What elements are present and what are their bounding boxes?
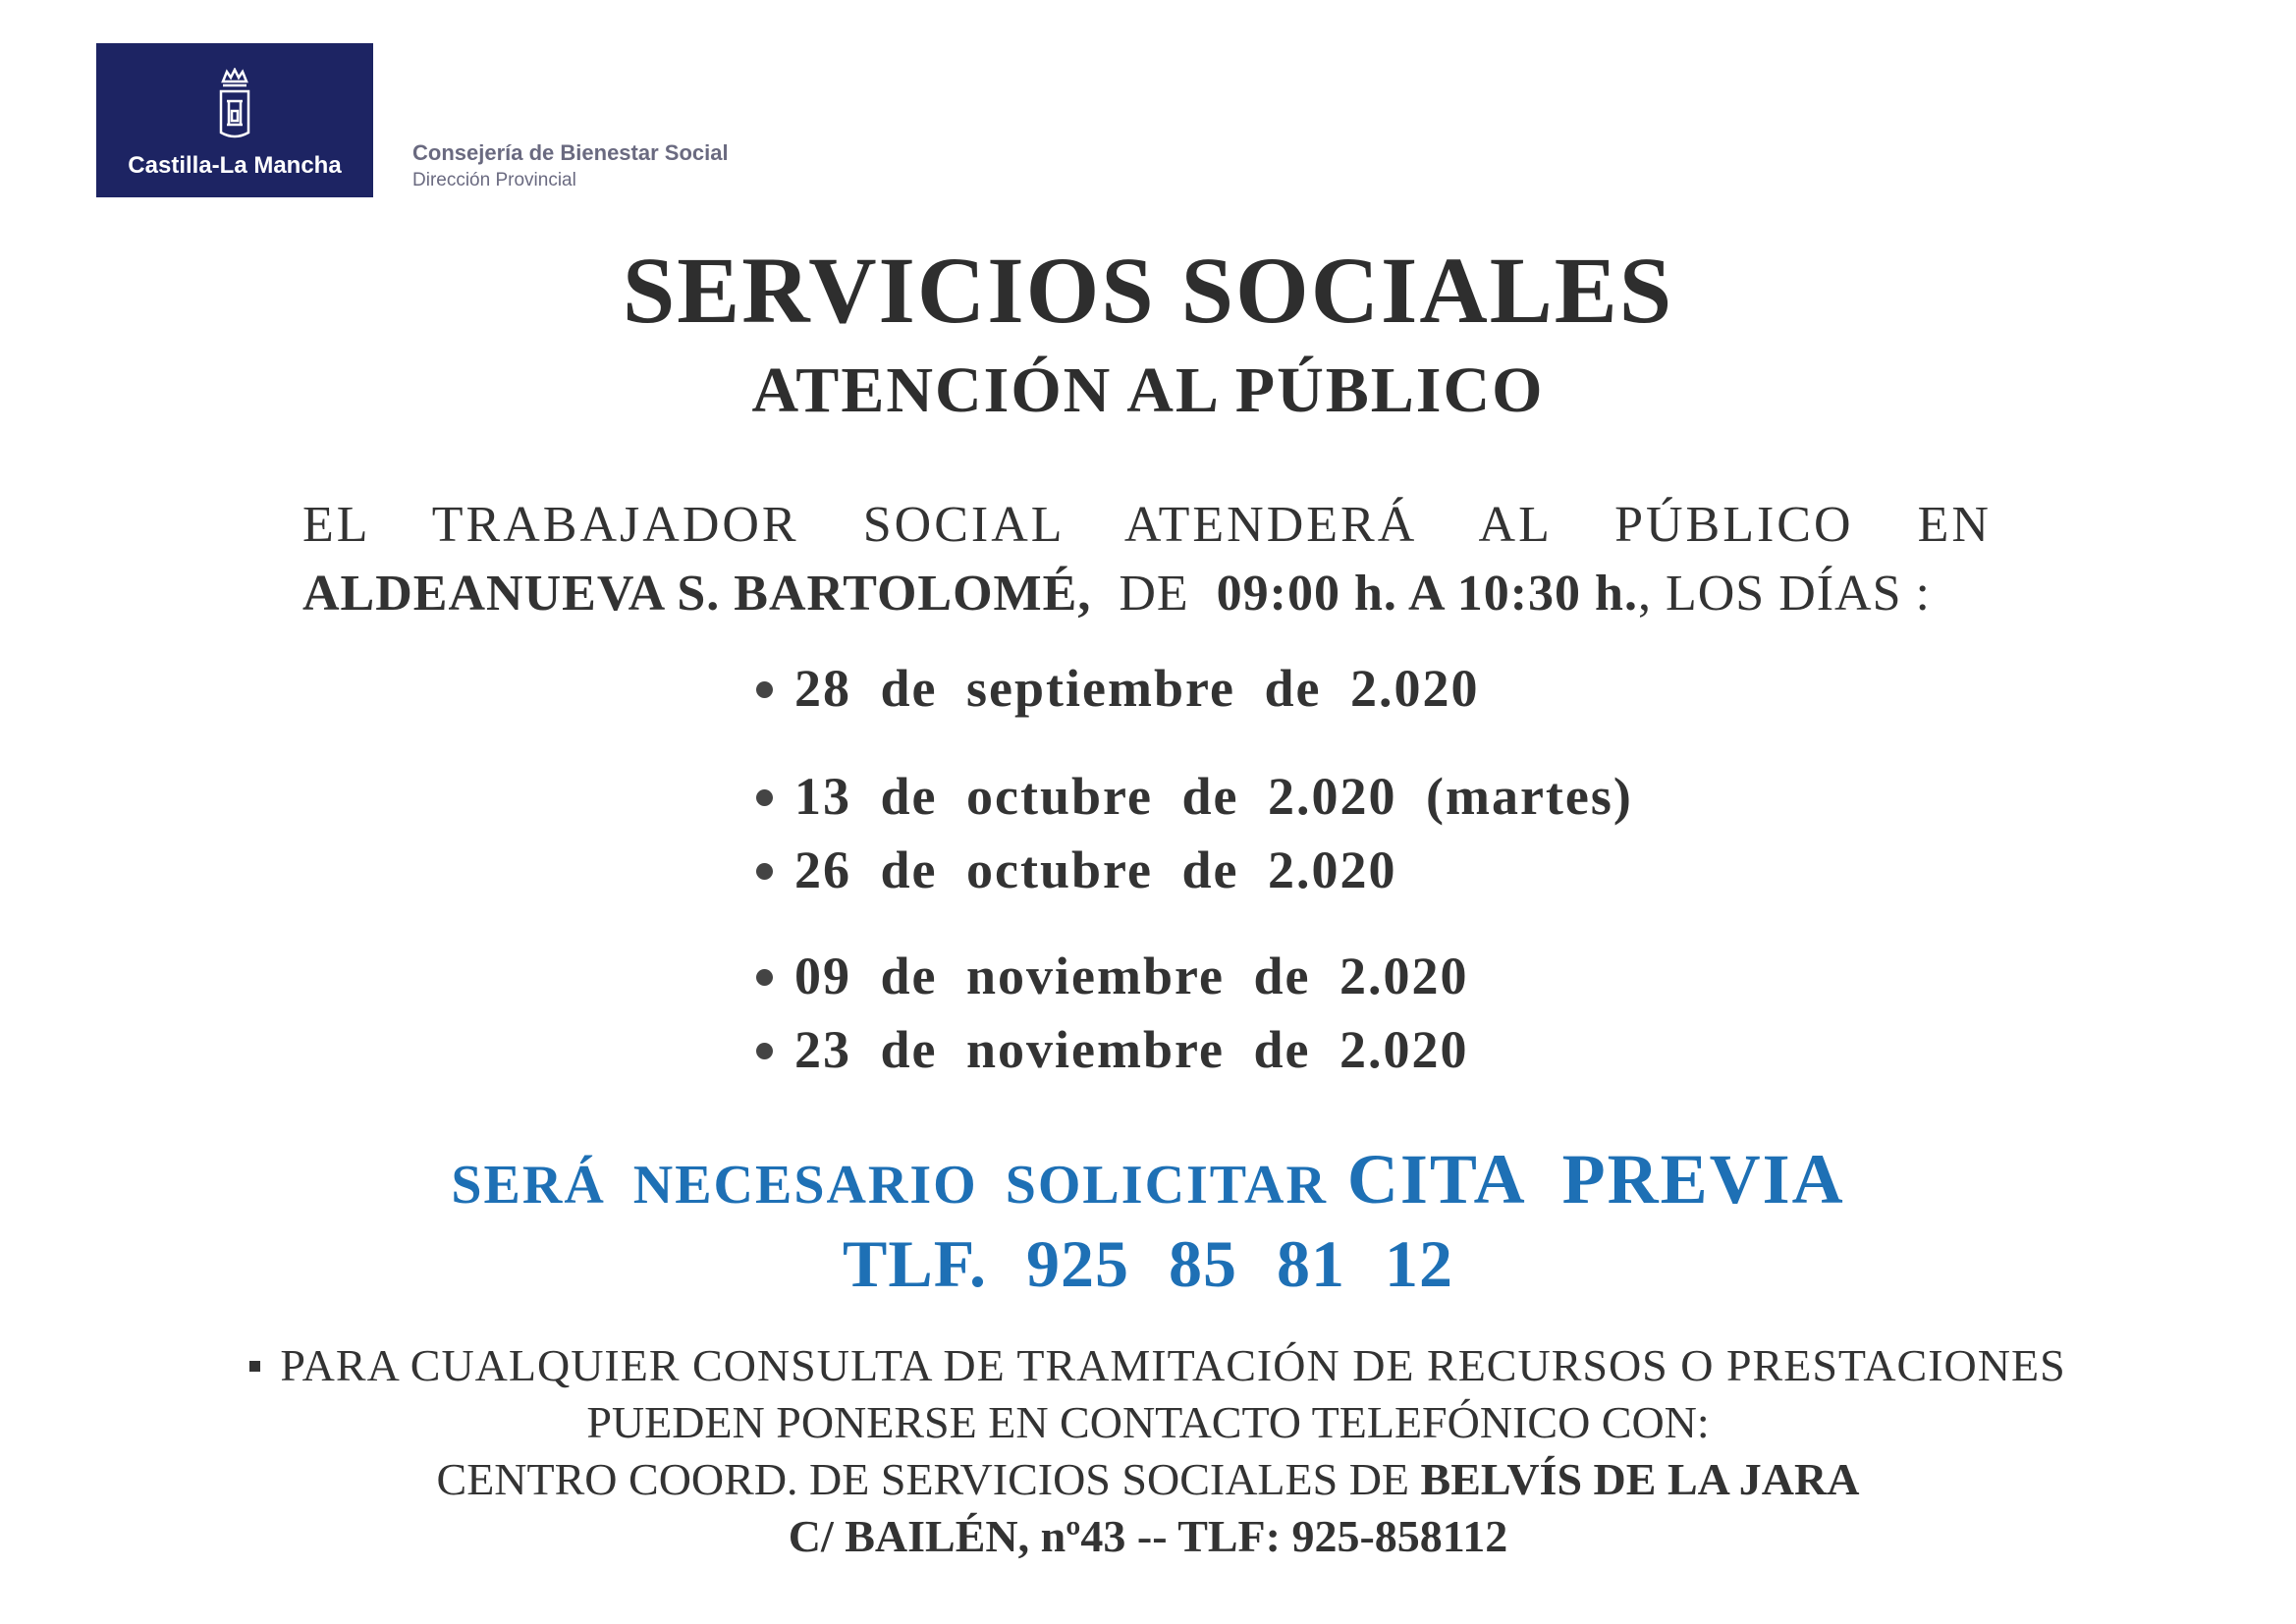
bullet-icon [756, 863, 773, 880]
intro-line-1: EL TRABAJADOR SOCIAL ATENDERÁ AL PÚBLICO EN [302, 497, 1992, 553]
footer-place: BELVÍS DE LA JARA [1420, 1454, 1860, 1504]
castle-crest-icon [215, 68, 254, 140]
appointment-prefix: SERÁ NECESARIO SOLICITAR [451, 1155, 1328, 1216]
castilla-la-mancha-logo [96, 43, 373, 197]
date-text: 23 de noviembre de 2.020 [794, 1020, 1469, 1079]
footer-line-3 [0, 1451, 2296, 1508]
date-item [756, 658, 1479, 719]
bullet-icon [756, 969, 773, 986]
footer-line-1-text: PARA CUALQUIER CONSULTA DE TRAMITACIÓN DE RECURSOS O PRESTACIONES [280, 1340, 2066, 1390]
footer-address-phone: C/ BAILÉN, nº43 -- TLF: 925-858112 [788, 1511, 1508, 1561]
appointment-highlight: CITA PREVIA [1346, 1140, 1845, 1218]
contact-footer [0, 1337, 2296, 1565]
intro-de: DE [1119, 566, 1189, 622]
bullet-icon [756, 789, 773, 806]
bullet-icon [756, 681, 773, 698]
sub-department-name: Dirección Provincial [412, 170, 576, 190]
department-name: Consejería de Bienestar Social [412, 140, 729, 165]
department-block [412, 140, 729, 191]
square-bullet-icon [249, 1361, 260, 1372]
appointment-notice [0, 1139, 2296, 1220]
intro-los-dias: , LOS DÍAS : [1637, 566, 1931, 622]
appointment-phone: TLF. 925 85 81 12 [842, 1226, 1453, 1301]
opening-hours: 09:00 h. A 10:30 h. [1216, 566, 1638, 622]
date-item [756, 766, 1633, 827]
date-text: 09 de noviembre de 2.020 [794, 947, 1469, 1005]
date-item [756, 1019, 1468, 1080]
page-subtitle: ATENCIÓN AL PÚBLICO [751, 354, 1545, 426]
date-text: 28 de septiembre de 2.020 [794, 659, 1480, 718]
intro-line-2 [302, 560, 1992, 628]
page-title: SERVICIOS SOCIALES [622, 238, 1674, 343]
date-text: 13 de octubre de 2.020 (martes) [794, 767, 1633, 826]
footer-line-3-prefix: CENTRO COORD. DE SERVICIOS SOCIALES DE [436, 1454, 1410, 1504]
date-item [756, 946, 1468, 1006]
footer-line-2: PUEDEN PONERSE EN CONTACTO TELEFÓNICO CON: [586, 1397, 1710, 1447]
intro-paragraph [302, 491, 1992, 628]
date-text: 26 de octubre de 2.020 [794, 840, 1397, 899]
footer-line-4 [0, 1508, 2296, 1565]
header [96, 43, 729, 197]
footer-line-1 [20, 1337, 2296, 1394]
date-item [756, 839, 1396, 900]
bullet-icon [756, 1043, 773, 1059]
location-name: ALDEANUEVA S. BARTOLOMÉ, [302, 566, 1092, 622]
logo-text: Castilla-La Mancha [128, 152, 342, 179]
